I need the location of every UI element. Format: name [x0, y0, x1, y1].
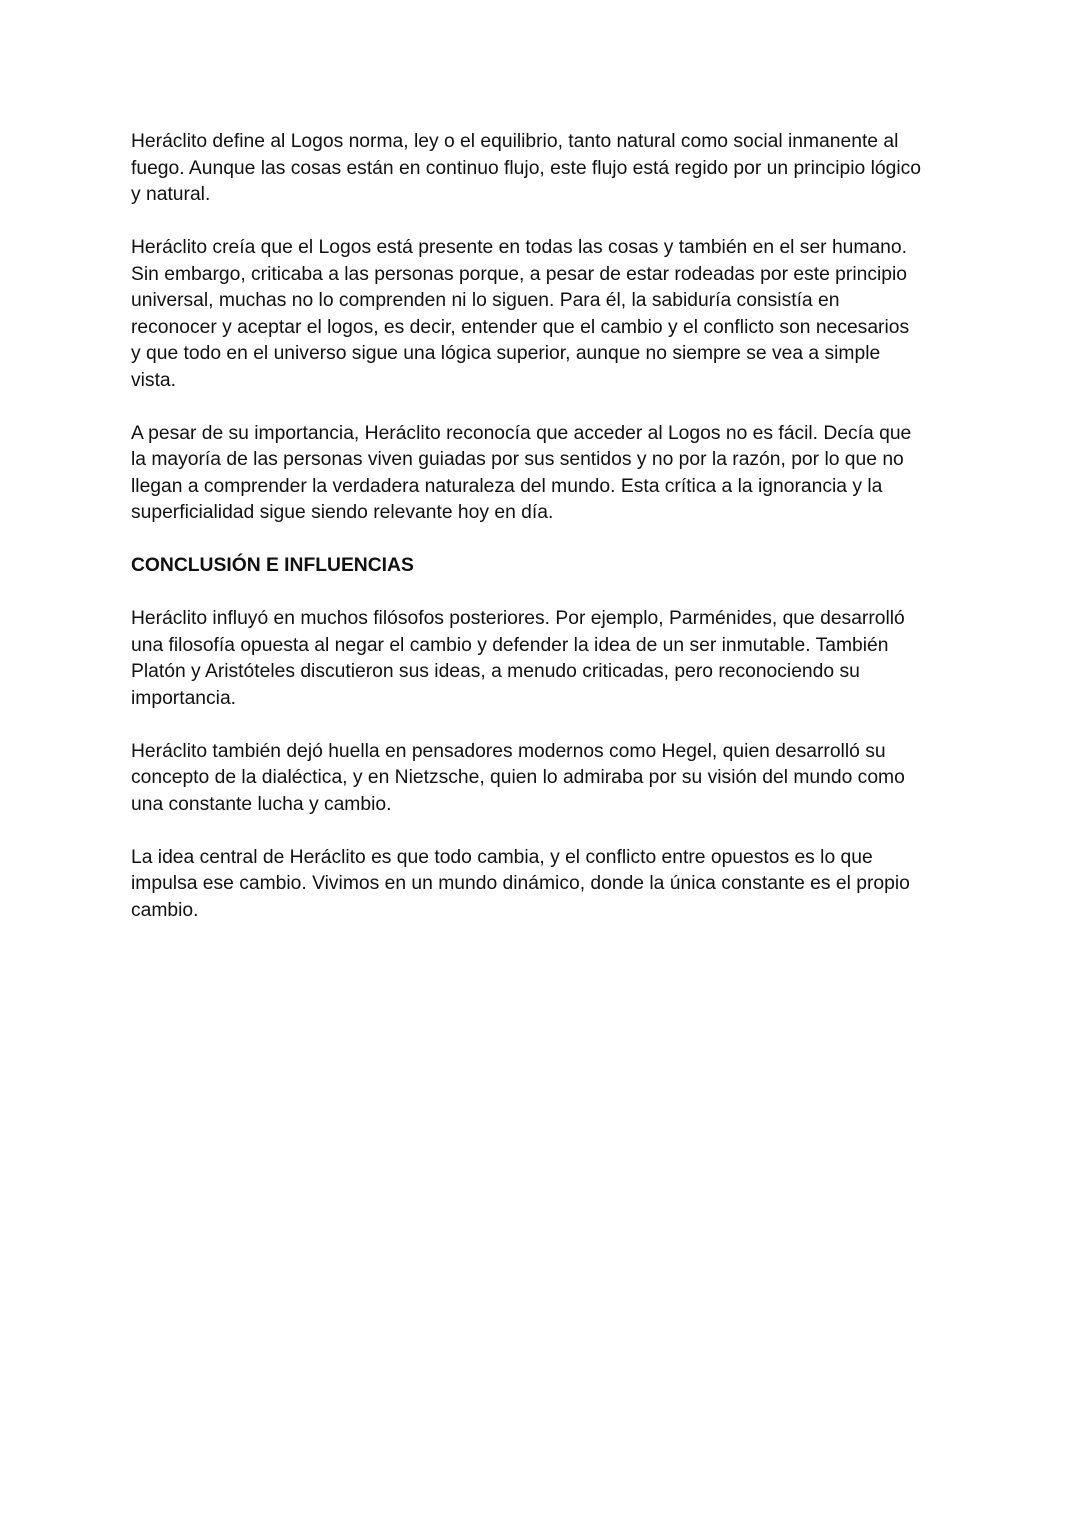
section-heading: CONCLUSIÓN E INFLUENCIAS [131, 555, 414, 576]
paragraph-central-idea: La idea central de Heráclito es que todo cambia, y el conflicto entre opuestos es lo que impulsa ese cambio. Vivimos en un mundo dinámico, donde la única constante es el propio cambio. [131, 846, 910, 921]
document-body [131, 129, 961, 951]
paragraph-logos-presence: Heráclito creía que el Logos está presente en todas las cosas y también en el ser humano. Sin embargo, criticaba a las personas porque, a pesar de estar rodeadas por este principio universal, muchas no lo comprenden ni lo siguen. Para él, la sabiduría consistía en reconocer y aceptar el logos, es decir, entender que el cambio y el conflicto son necesarios y que todo en el universo sigue una lógica superior, aunque no siempre se vea a simple vista. [131, 237, 910, 391]
paragraph-logos-definition: Heráclito define al Logos norma, ley o el equilibrio, tanto natural como social inmanente al fuego. Aunque las cosas están en continuo flujo, este flujo está regido por un principio lógico y natural. [131, 131, 921, 205]
paragraph-influence-philosophers: Heráclito influyó en muchos filósofos posteriores. Por ejemplo, Parménides, que desarrolló una filosofía opuesta al negar el cambio y defender la idea de un ser inmutable. También Platón y Aristóteles discutieron sus ideas, a menudo criticadas, pero reconociendo su importancia. [131, 608, 905, 709]
paragraph-influence-modern: Heráclito también dejó huella en pensadores modernos como Hegel, quien desarrolló su concepto de la dialéctica, y en Nietzsche, quien lo admiraba por su visión del mundo como una constante lucha y cambio. [131, 740, 905, 815]
paragraph-logos-access: A pesar de su importancia, Heráclito reconocía que acceder al Logos no es fácil. Decía que la mayoría de las personas viven guiadas por sus sentidos y no por la razón, por lo que no llegan a comprender la verdadera naturaleza del mundo. Esta crítica a la ignorancia y la superficialidad sigue siendo relevante hoy en día. [131, 422, 912, 523]
